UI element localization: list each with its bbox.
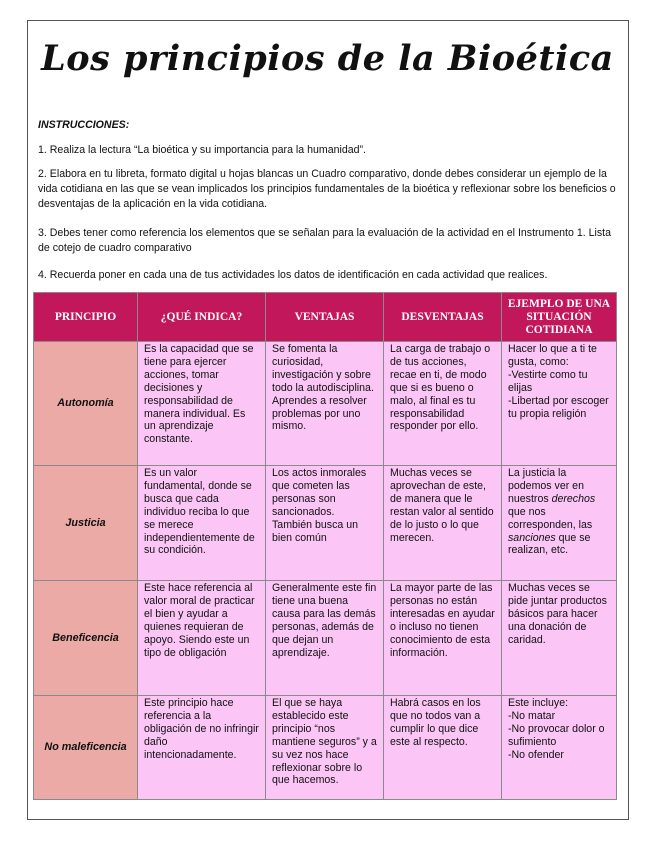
cell-ventajas: Generalmente este fin tiene una buena causa para las demás personas, además de que dejan un aprendizaje. [266,581,384,696]
instruction-4: 4. Recuerda poner en cada una de tus actividades los datos de identificación en cada actividad que realices. [38,269,548,281]
table-header-row [34,293,617,342]
table-row [34,696,617,800]
header-que-indica: ¿QUÉ INDICA? [138,293,266,342]
cell-desventajas: Habrá casos en los que no todos van a cumplir lo que dice este al respecto. [384,696,502,800]
header-ventajas: VENTAJAS [266,293,384,342]
instruction-3: 3. Debes tener como referencia los elementos que se señalan para la evaluación de la actividad en el Instrumento 1. Lista de cotejo de cuadro comparativo [38,227,611,254]
header-ejemplo: EJEMPLO DE UNA SITUACIÓN COTIDIANA [502,293,617,342]
table-row [34,342,617,466]
cell-ejemplo [502,466,617,581]
example-text: La justicia la podemos ver en nuestros [508,467,584,505]
principle-label: Autonomía [34,342,138,466]
example-item: -No provocar dolor o sufimiento [508,722,605,748]
cell-ventajas: Se fomenta la curiosidad, investigación y sobre todo la autodisciplina. Aprendes a resolver problemas por uno mismo. [266,342,384,466]
cell-indica: Este hace referencia al valor moral de practicar el bien y ayudar a quienes requieran de apoyo. Siendo este un tipo de obligación [138,581,266,696]
instruction-1: 1. Realiza la lectura “La bioética y su importancia para la humanidad”. [38,144,366,156]
example-item: -No ofender [508,748,564,761]
principle-label: No maleficencia [34,696,138,800]
principle-label: Justicia [34,466,138,581]
cell-desventajas: La mayor parte de las personas no están interesadas en ayudar o incluso no tienen conocimiento de esta información. [384,581,502,696]
example-text: que nos corresponden, las [508,505,593,531]
table-row [34,466,617,581]
principle-label: Beneficencia [34,581,138,696]
instructions-heading: INSTRUCCIONES: [38,119,130,131]
cell-indica: Este principio hace referencia a la obligación de no infringir daño intencionadamente. [138,696,266,800]
example-intro: Hacer lo que a ti te gusta, como: [508,343,597,368]
cell-ejemplo [502,696,617,800]
page-title: Los principios de la Bioética [41,38,614,79]
header-desventajas: DESVENTAJAS [384,293,502,342]
cell-desventajas: La carga de trabajo o de tus acciones, recae en ti, de modo que si es bueno o malo, al final es tu responsabilidad responder por ello. [384,342,502,466]
example-emphasis: sanciones [508,531,556,544]
example-emphasis: derechos [551,492,596,505]
example-item: -Libertad por escoger tu propia religión [508,394,609,420]
comparison-table [33,292,617,800]
cell-ejemplo: Muchas veces se pide juntar productos básicos para hacer una donación de caridad. [502,581,617,696]
example-item: -Vestirte como tu elijas [508,368,588,394]
example-text: que se realizan, etc. [508,531,591,557]
example-intro: Este incluye: [508,697,569,709]
cell-indica: Es la capacidad que se tiene para ejercer acciones, tomar decisiones y responsabilidad de manera individual. Es un aprendizaje constante. [138,342,266,466]
example-item: -No matar [508,709,556,722]
cell-indica: Es un valor fundamental, donde se busca que cada individuo reciba lo que se merece independientemente de su condición. [138,466,266,581]
table-row [34,581,617,696]
cell-ejemplo [502,342,617,466]
header-principio: PRINCIPIO [34,293,138,342]
cell-ventajas: Los actos inmorales que cometen las personas son sancionados. También busca un bien común [266,466,384,581]
cell-desventajas: Muchas veces se aprovechan de este, de manera que le restan valor al sentido de lo justo o lo que merecen. [384,466,502,581]
instruction-2: 2. Elabora en tu libreta, formato digital u hojas blancas un Cuadro comparativo, donde debes considerar un ejemplo de la vida cotidiana en las que se vean implicados los principios fundamentales de la bioética y reflexionar sobre los beneficios o desventajas de la aplicación en la vida cotidiana. [38,168,616,210]
cell-ventajas: El que se haya establecido este principio “nos mantiene seguros” y a su vez nos hace reflexionar sobre lo que hacemos. [266,696,384,800]
